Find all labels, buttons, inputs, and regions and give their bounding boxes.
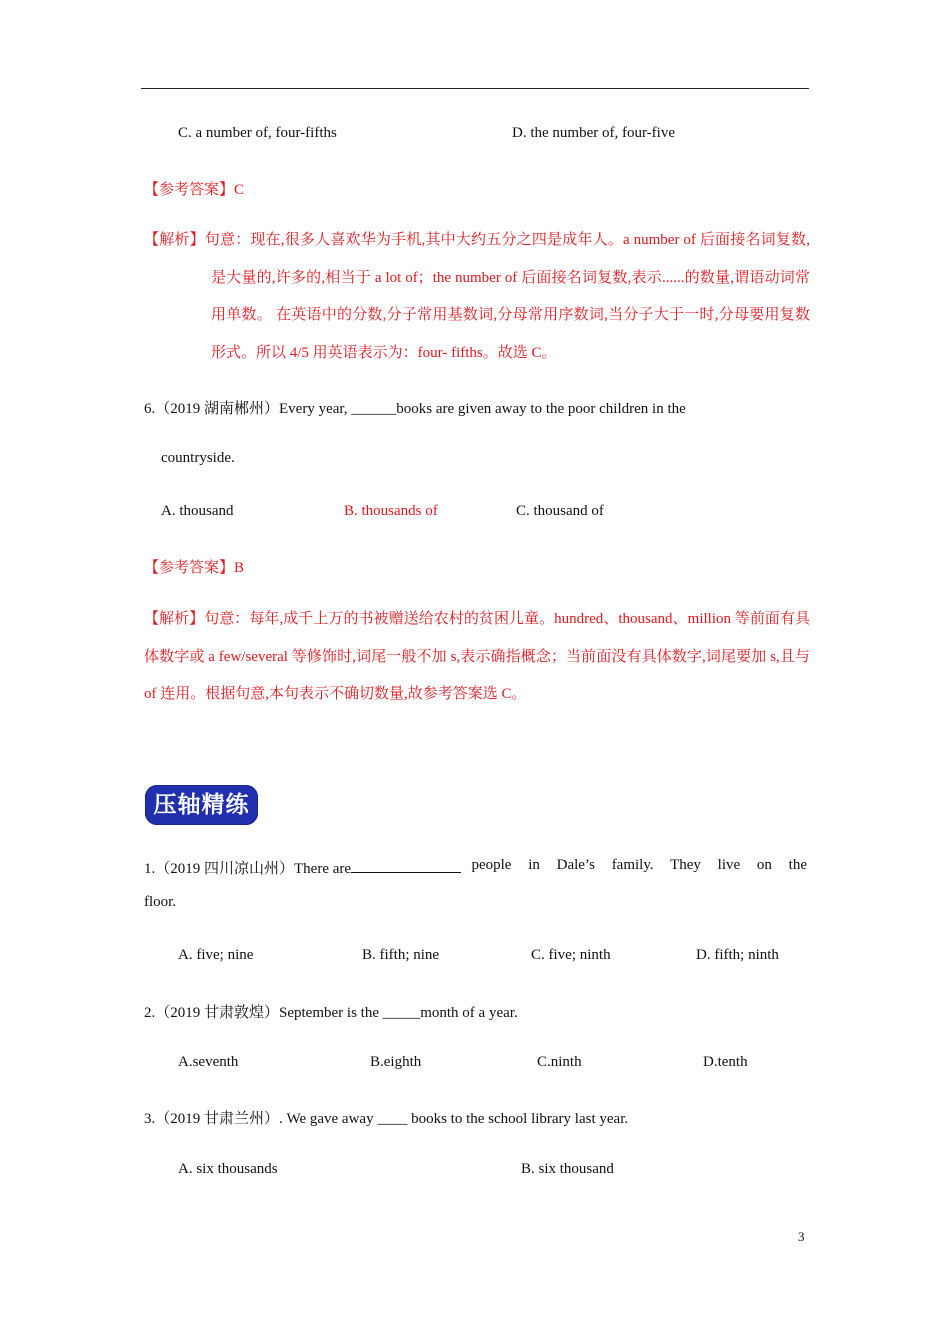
explanation-text: 句意：现在,很多人喜欢华为手机,其中大约五分之四是成年人。a number of 后面接名词复数,是大量的,许多的,相当于 a lot of；the number of 后面接名词复数,表示......的数量,谓语动词常用单数。 在英语中的分数,分子常用基数词,分母常用序数词,当分子大于一时,分母要用复数形式。所以 4/5 用英语表示为：four- fifths。故选 C。 <box>204 232 810 361</box>
section-title-badge: 压轴精练 <box>145 785 258 825</box>
p2-option-d: D.tenth <box>703 1054 748 1070</box>
explanation-label: 【解析】 <box>144 611 205 627</box>
answer-value: B <box>234 560 245 576</box>
p1-option-a: A. five; nine <box>178 947 254 963</box>
p2-option-a: A.seventh <box>178 1054 239 1070</box>
q6-option-a: A. thousand <box>161 503 234 519</box>
explanation-label: 【解析】 <box>144 232 205 248</box>
p1-option-b: B. fifth; nine <box>362 947 440 963</box>
q6-option-c: C. thousand of <box>516 503 604 519</box>
q6-stem-line2: countryside. <box>161 450 235 466</box>
p2-option-c: C.ninth <box>537 1054 582 1070</box>
p1-option-c: C. five; ninth <box>531 947 611 963</box>
q5-answer <box>144 178 244 199</box>
answer-label: 【参考答案】 <box>144 560 235 576</box>
q6-answer <box>144 556 244 577</box>
q6-explanation <box>144 601 810 714</box>
prev-option-d: D. the number of, four-five <box>512 125 675 141</box>
prev-option-c: C. a number of, four-fifths <box>178 125 337 141</box>
p2-stem: 2.（2019 甘肃敦煌）September is the _____month of a year. <box>144 1005 518 1021</box>
p2-option-b: B.eighth <box>370 1054 422 1070</box>
p1-stem-before: 1.（2019 四川凉山州）There are <box>144 857 461 878</box>
q5-explanation <box>144 222 810 372</box>
p3-option-a: A. six thousands <box>178 1161 278 1177</box>
p1-stem-line2: floor. <box>144 894 177 910</box>
p3-stem: 3.（2019 甘肃兰州）. We gave away ____ books to the school library last year. <box>144 1111 629 1127</box>
answer-blank <box>351 858 461 873</box>
p1-stem-line1 <box>144 857 807 878</box>
p1-option-d: D. fifth; ninth <box>696 947 779 963</box>
answer-label: 【参考答案】 <box>144 182 235 198</box>
page-number: 3 <box>798 1229 805 1244</box>
q6-option-b: B. thousands of <box>344 503 438 519</box>
answer-value: C <box>234 182 245 198</box>
header-rule <box>141 88 809 89</box>
q6-stem-line1: 6.（2019 湖南郴州）Every year, ______books are given away to the poor children in the <box>144 401 686 417</box>
p3-option-b: B. six thousand <box>521 1161 614 1177</box>
explanation-text: 句意：每年,成千上万的书被赠送给农村的贫困儿童。hundred、thousand、million 等前面有具体数字或 a few/several 等修饰时,词尾一般不加 s,表示确指概念；当前面没有具体数字,词尾要加 s,且与 of 连用。根据句意,本句表示不确切数量,故参考答案选 C。 <box>144 611 810 702</box>
p1-stem-after: people in Dale’s family. They live on the <box>471 857 807 873</box>
